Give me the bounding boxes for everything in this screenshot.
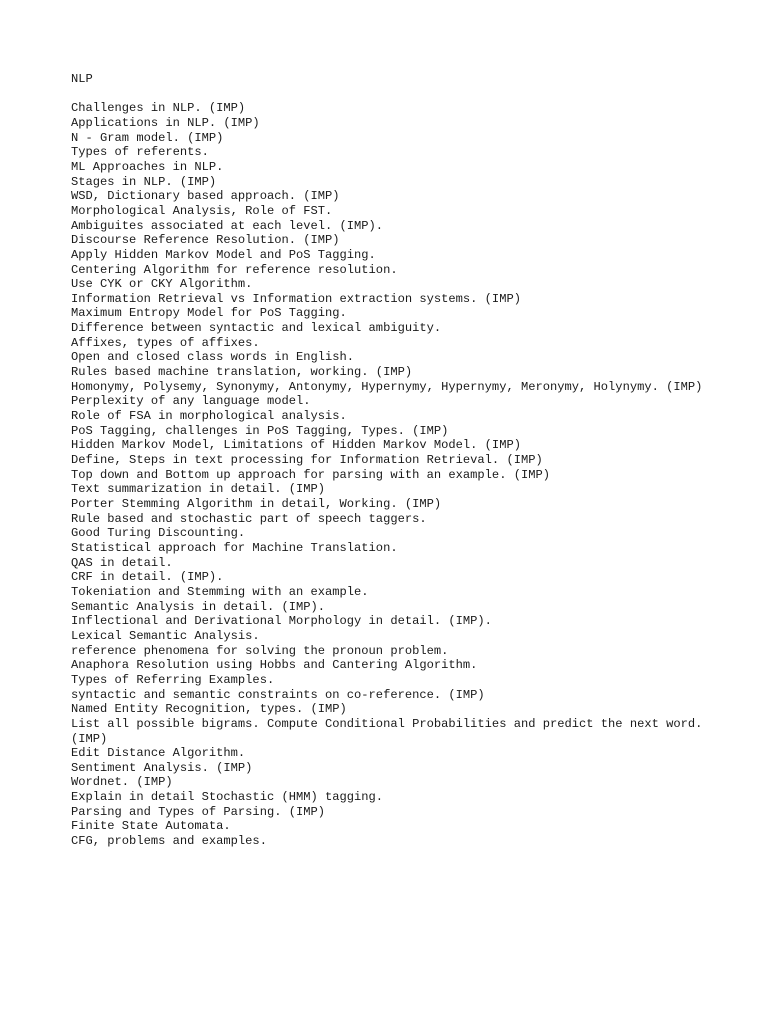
topic-item: Finite State Automata. <box>71 819 231 834</box>
topic-item: CRF in detail. (IMP). <box>71 570 224 585</box>
topic-item: Apply Hidden Markov Model and PoS Tagging. <box>71 247 376 262</box>
topic-item: Tokeniation and Stemming with an example. <box>71 584 369 599</box>
topic-item: reference phenomena for solving the pronoun problem. <box>71 643 449 658</box>
topic-item: Types of Referring Examples. <box>71 672 275 687</box>
topic-item: Porter Stemming Algorithm in detail, Working. (IMP) <box>71 497 442 512</box>
blank-line <box>71 87 731 102</box>
document-page <box>71 72 731 849</box>
topic-item: Rules based machine translation, working. (IMP) <box>71 365 413 380</box>
topic-item: Parsing and Types of Parsing. (IMP) <box>71 804 326 819</box>
topic-item: Named Entity Recognition, types. (IMP) <box>71 702 347 717</box>
topic-item: Open and closed class words in English. <box>71 350 355 365</box>
topic-item: syntactic and semantic constraints on co-reference. (IMP) <box>71 687 485 702</box>
topic-item: Wordnet. (IMP) <box>71 775 173 790</box>
topic-item: Applications in NLP. (IMP) <box>71 115 260 130</box>
topic-item: ML Approaches in NLP. <box>71 159 224 174</box>
topic-item: N - Gram model. (IMP) <box>71 130 224 145</box>
document-title: NLP <box>71 72 93 86</box>
topic-item: Inflectional and Derivational Morphology in detail. (IMP). <box>71 614 492 629</box>
topic-item: Top down and Bottom up approach for parsing with an example. (IMP) <box>71 467 550 482</box>
topic-item: Statistical approach for Machine Translation. <box>71 540 398 555</box>
topic-item: Perplexity of any language model. <box>71 394 311 409</box>
topic-item: Homonymy, Polysemy, Synonymy, Antonymy, Hypernymy, Hypernymy, Meronymy, Holynymy. (IMP) <box>71 379 703 394</box>
topic-item: Stages in NLP. (IMP) <box>71 174 217 189</box>
topic-item: Centering Algorithm for reference resolution. <box>71 262 398 277</box>
topic-list <box>71 101 731 848</box>
topic-item: Use CYK or CKY Algorithm. <box>71 277 253 292</box>
topic-item: Anaphora Resolution using Hobbs and Cantering Algorithm. <box>71 658 478 673</box>
topic-item: Maximum Entropy Model for PoS Tagging. <box>71 306 347 321</box>
topic-item: Hidden Markov Model, Limitations of Hidden Markov Model. (IMP) <box>71 438 521 453</box>
topic-item: Sentiment Analysis. (IMP) <box>71 760 253 775</box>
topic-item: List all possible bigrams. Compute Conditional Probabilities and predict the next word. (IMP) <box>71 716 703 746</box>
topic-item: Ambiguites associated at each level. (IMP). <box>71 218 384 233</box>
topic-item: CFG, problems and examples. <box>71 834 267 849</box>
topic-item: Edit Distance Algorithm. <box>71 746 246 761</box>
topic-item: Lexical Semantic Analysis. <box>71 628 260 643</box>
topic-item: Challenges in NLP. (IMP) <box>71 101 246 116</box>
topic-item: Affixes, types of affixes. <box>71 335 260 350</box>
topic-item: Types of referents. <box>71 145 209 160</box>
topic-item: WSD, Dictionary based approach. (IMP) <box>71 189 340 204</box>
topic-item: Semantic Analysis in detail. (IMP). <box>71 599 326 614</box>
topic-item: Explain in detail Stochastic (HMM) tagging. <box>71 790 384 805</box>
topic-item: QAS in detail. <box>71 555 173 570</box>
topic-item: Text summarization in detail. (IMP) <box>71 482 326 497</box>
topic-item: Morphological Analysis, Role of FST. <box>71 203 333 218</box>
topic-item: Difference between syntactic and lexical ambiguity. <box>71 321 442 336</box>
topic-item: Rule based and stochastic part of speech taggers. <box>71 511 427 526</box>
topic-item: Role of FSA in morphological analysis. <box>71 409 347 424</box>
topic-item: PoS Tagging, challenges in PoS Tagging, Types. (IMP) <box>71 423 449 438</box>
topic-item: Good Turing Discounting. <box>71 526 246 541</box>
topic-item: Define, Steps in text processing for Information Retrieval. (IMP) <box>71 453 543 468</box>
topic-item: Discourse Reference Resolution. (IMP) <box>71 233 340 248</box>
topic-item: Information Retrieval vs Information extraction systems. (IMP) <box>71 291 521 306</box>
